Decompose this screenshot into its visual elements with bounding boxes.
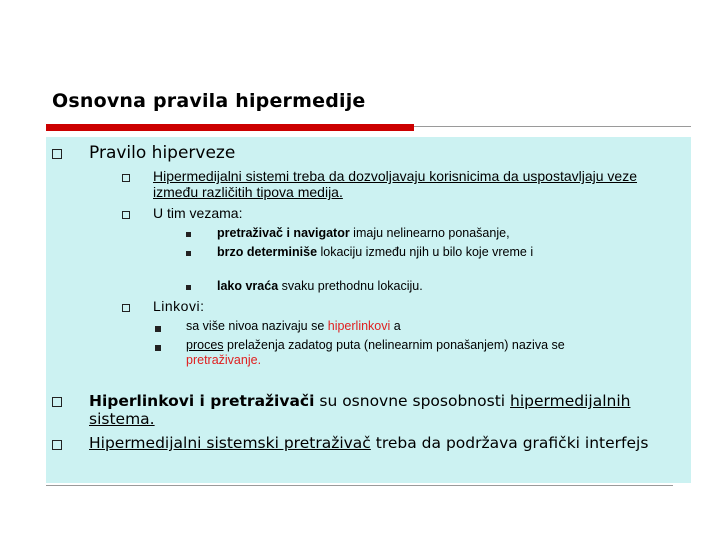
section-heading-pravilo-hiperveze: Pravilo hiperveze (89, 143, 236, 163)
term-hiperlinkovi: hiperlinkovi (327, 319, 391, 333)
summary-text: su osnovne sposobnosti (314, 392, 511, 410)
list-item-text: sa više nivoa nazivaju se (186, 319, 328, 333)
square-bullet-icon (186, 232, 191, 237)
list-item-text: a (390, 319, 401, 333)
square-bullet-icon (155, 345, 161, 351)
list-item (217, 245, 537, 260)
list-item-text: prelaženja zadatog puta (nelinearnim ponašanjem) naziva se (223, 338, 565, 352)
square-bullet-icon (186, 285, 191, 290)
term-pretrazivanje: pretraživanje. (186, 353, 262, 367)
title-accent-bar (46, 124, 414, 131)
square-bullet-icon (186, 251, 191, 256)
links-heading: Linkovi: (153, 298, 205, 314)
bullet-box-icon (52, 397, 62, 407)
bullet-box-icon (122, 174, 130, 182)
list-item-text: imaju nelinearno ponašanje, (349, 226, 510, 240)
interface-underlined-term: Hipermedijalni sistemski pretraživač (89, 434, 371, 452)
bottom-divider (46, 485, 673, 486)
bullet-box-icon (122, 304, 130, 312)
list-item (217, 279, 567, 294)
rule-description: Hipermedijalni sistemi treba da dozvoljavaju korisnicima da uspostavljaju veze između različitih tipova medija. (153, 168, 638, 200)
list-item-text: lokaciju između njih u bilo koje vreme i (317, 245, 534, 259)
list-item (217, 226, 567, 241)
connections-intro: U tim vezama: (153, 205, 243, 221)
list-item-emphasis: lako vraća (217, 279, 279, 293)
interface-statement (89, 434, 689, 452)
slide-title: Osnovna pravila hipermedije (52, 90, 366, 112)
bullet-box-icon (52, 149, 62, 159)
list-item-emphasis: brzo determiniše (217, 245, 318, 259)
list-item (186, 319, 626, 334)
interface-text: treba da podržava grafički interfejs (370, 434, 649, 452)
summary-statement (89, 392, 679, 428)
bullet-box-icon (52, 440, 62, 450)
term-proces: proces (186, 338, 224, 352)
list-item-emphasis: pretraživač i navigator (217, 226, 350, 240)
summary-underlined-term: hipermedijalnih sistema. (89, 392, 631, 428)
list-item (186, 338, 626, 368)
square-bullet-icon (155, 326, 161, 332)
list-item-text: svaku prethodnu lokaciju. (278, 279, 423, 293)
summary-emphasis: Hiperlinkovi i pretraživači (89, 392, 315, 410)
bullet-box-icon (122, 211, 130, 219)
